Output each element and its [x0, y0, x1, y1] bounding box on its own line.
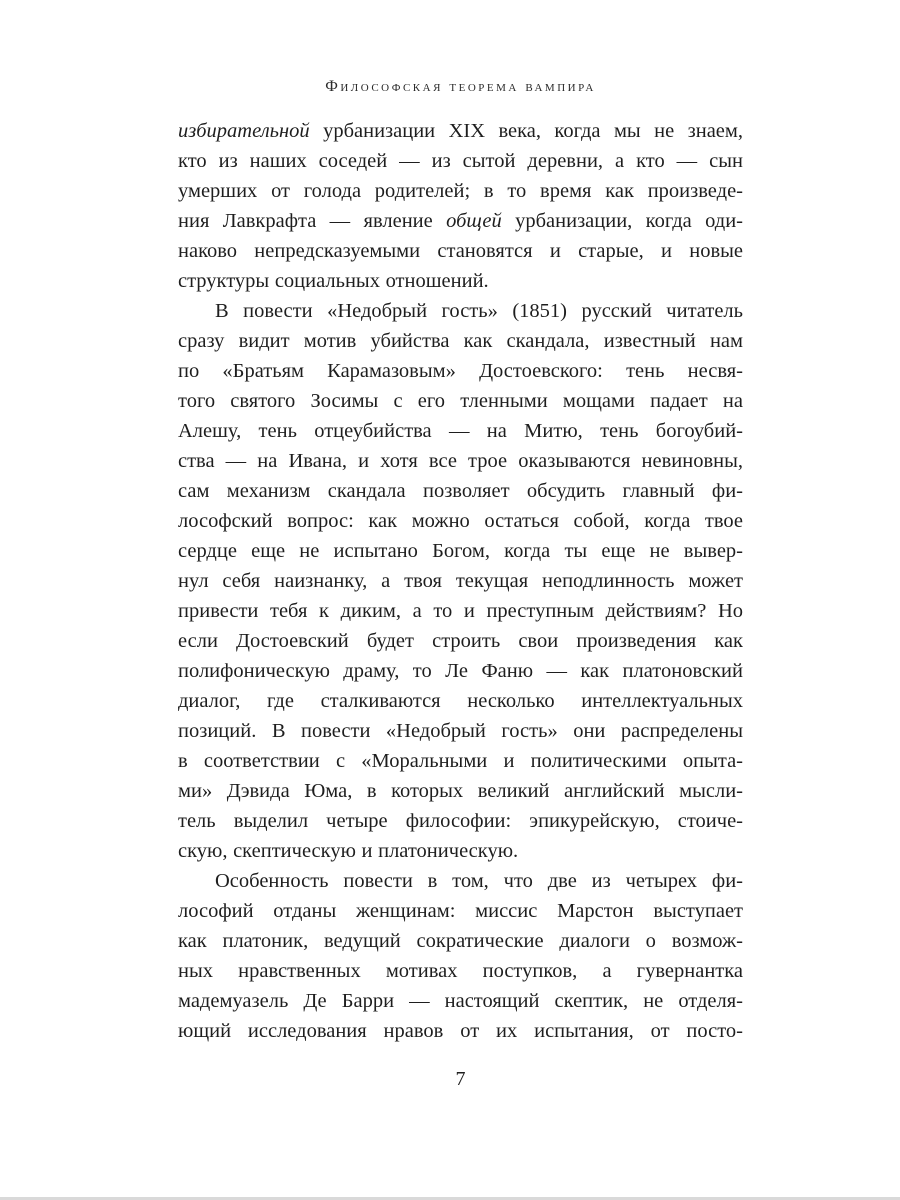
text-segment: кто из наших соседей — из сытой деревни, а кто — сын — [178, 150, 743, 172]
text-line — [178, 386, 743, 416]
text-segment: мадемуазель Де Барри — настоящий скептик, не отделя- — [178, 990, 743, 1012]
italic-text: избирательной — [178, 120, 310, 142]
text-line — [178, 596, 743, 626]
text-line — [178, 686, 743, 716]
text-segment: по «Братьям Карамазовым» Достоевского: тень несвя- — [178, 360, 743, 382]
running-header: Философская теорема вампира — [325, 78, 596, 95]
text-line — [178, 476, 743, 506]
text-segment: если Достоевский будет строить свои произведения как — [178, 630, 743, 652]
text-line — [178, 776, 743, 806]
text-segment: В повести «Недобрый гость» (1851) русский читатель — [215, 300, 743, 322]
paragraph — [178, 296, 743, 866]
text-segment: урбанизации, когда оди- — [501, 210, 743, 232]
text-segment: ных нравственных мотивах поступков, а гувернантка — [178, 960, 743, 982]
paragraph — [178, 866, 743, 1046]
paragraph — [178, 116, 743, 296]
text-segment: Алешу, тень отцеубийства — на Митю, тень богоубий- — [178, 420, 743, 442]
text-segment: диалог, где сталкиваются несколько интеллектуальных — [178, 690, 743, 712]
text-segment: Особенность повести в том, что две из четырех фи- — [215, 870, 743, 892]
text-line — [178, 356, 743, 386]
text-segment: сразу видит мотив убийства как скандала, известный нам — [178, 330, 743, 352]
text-line — [178, 326, 743, 356]
body-text — [178, 116, 743, 1046]
text-line — [178, 536, 743, 566]
text-line — [178, 296, 743, 326]
text-segment: ния Лавкрафта — явление — [178, 210, 447, 232]
text-line — [178, 446, 743, 476]
text-segment: наково непредсказуемыми становятся и старые, и новые — [178, 240, 743, 262]
text-line — [178, 176, 743, 206]
text-line — [178, 416, 743, 446]
text-segment: лософий отданы женщинам: миссис Марстон выступает — [178, 900, 743, 922]
text-line — [178, 956, 743, 986]
text-segment: того святого Зосимы с его тленными мощами падает на — [178, 390, 743, 412]
text-segment: урбанизации XIX века, когда мы не знаем, — [309, 120, 743, 142]
text-segment: умерших от голода родителей; в то время как произведе- — [178, 180, 743, 202]
text-segment: нул себя наизнанку, а твоя текущая неподлинность может — [178, 570, 743, 592]
text-segment: ства — на Ивана, и хотя все трое оказываются невиновны, — [178, 450, 743, 472]
text-line — [178, 266, 743, 296]
text-segment: лософский вопрос: как можно остаться собой, когда твое — [178, 510, 743, 532]
text-segment: сам механизм скандала позволяет обсудить главный фи- — [178, 480, 743, 502]
text-line — [178, 236, 743, 266]
text-segment: сердце еще не испытано Богом, когда ты еще не вывер- — [178, 540, 743, 562]
text-line — [178, 716, 743, 746]
text-segment: в соответствии с «Моральными и политическими опыта- — [178, 750, 743, 772]
text-line — [178, 116, 743, 146]
italic-text: общей — [446, 210, 502, 232]
text-line — [178, 806, 743, 836]
text-line — [178, 746, 743, 776]
text-line — [178, 656, 743, 686]
text-line — [178, 206, 743, 236]
text-line — [178, 566, 743, 596]
text-line — [178, 926, 743, 956]
text-segment: ющий исследования нравов от их испытания, от посто- — [178, 1020, 743, 1042]
text-line — [178, 1016, 743, 1046]
text-segment: скую, скептическую и платоническую. — [178, 840, 519, 862]
text-line — [178, 146, 743, 176]
text-line — [178, 986, 743, 1016]
page-number: 7 — [455, 1068, 466, 1090]
text-segment: структуры социальных отношений. — [178, 270, 489, 292]
text-segment: полифоническую драму, то Ле Фаню — как платоновский — [178, 660, 743, 682]
text-segment: привести тебя к диким, а то и преступным действиям? Но — [178, 600, 743, 622]
text-line — [178, 896, 743, 926]
text-segment: ми» Дэвида Юма, в которых великий английский мысли- — [178, 780, 743, 802]
text-line — [178, 836, 743, 866]
text-segment: тель выделил четыре философии: эпикурейскую, стоиче- — [178, 810, 743, 832]
text-line — [178, 506, 743, 536]
text-line — [178, 626, 743, 656]
text-segment: позиций. В повести «Недобрый гость» они распределены — [178, 720, 743, 742]
text-line — [178, 866, 743, 896]
text-segment: как платоник, ведущий сократические диалоги о возмож- — [178, 930, 743, 952]
